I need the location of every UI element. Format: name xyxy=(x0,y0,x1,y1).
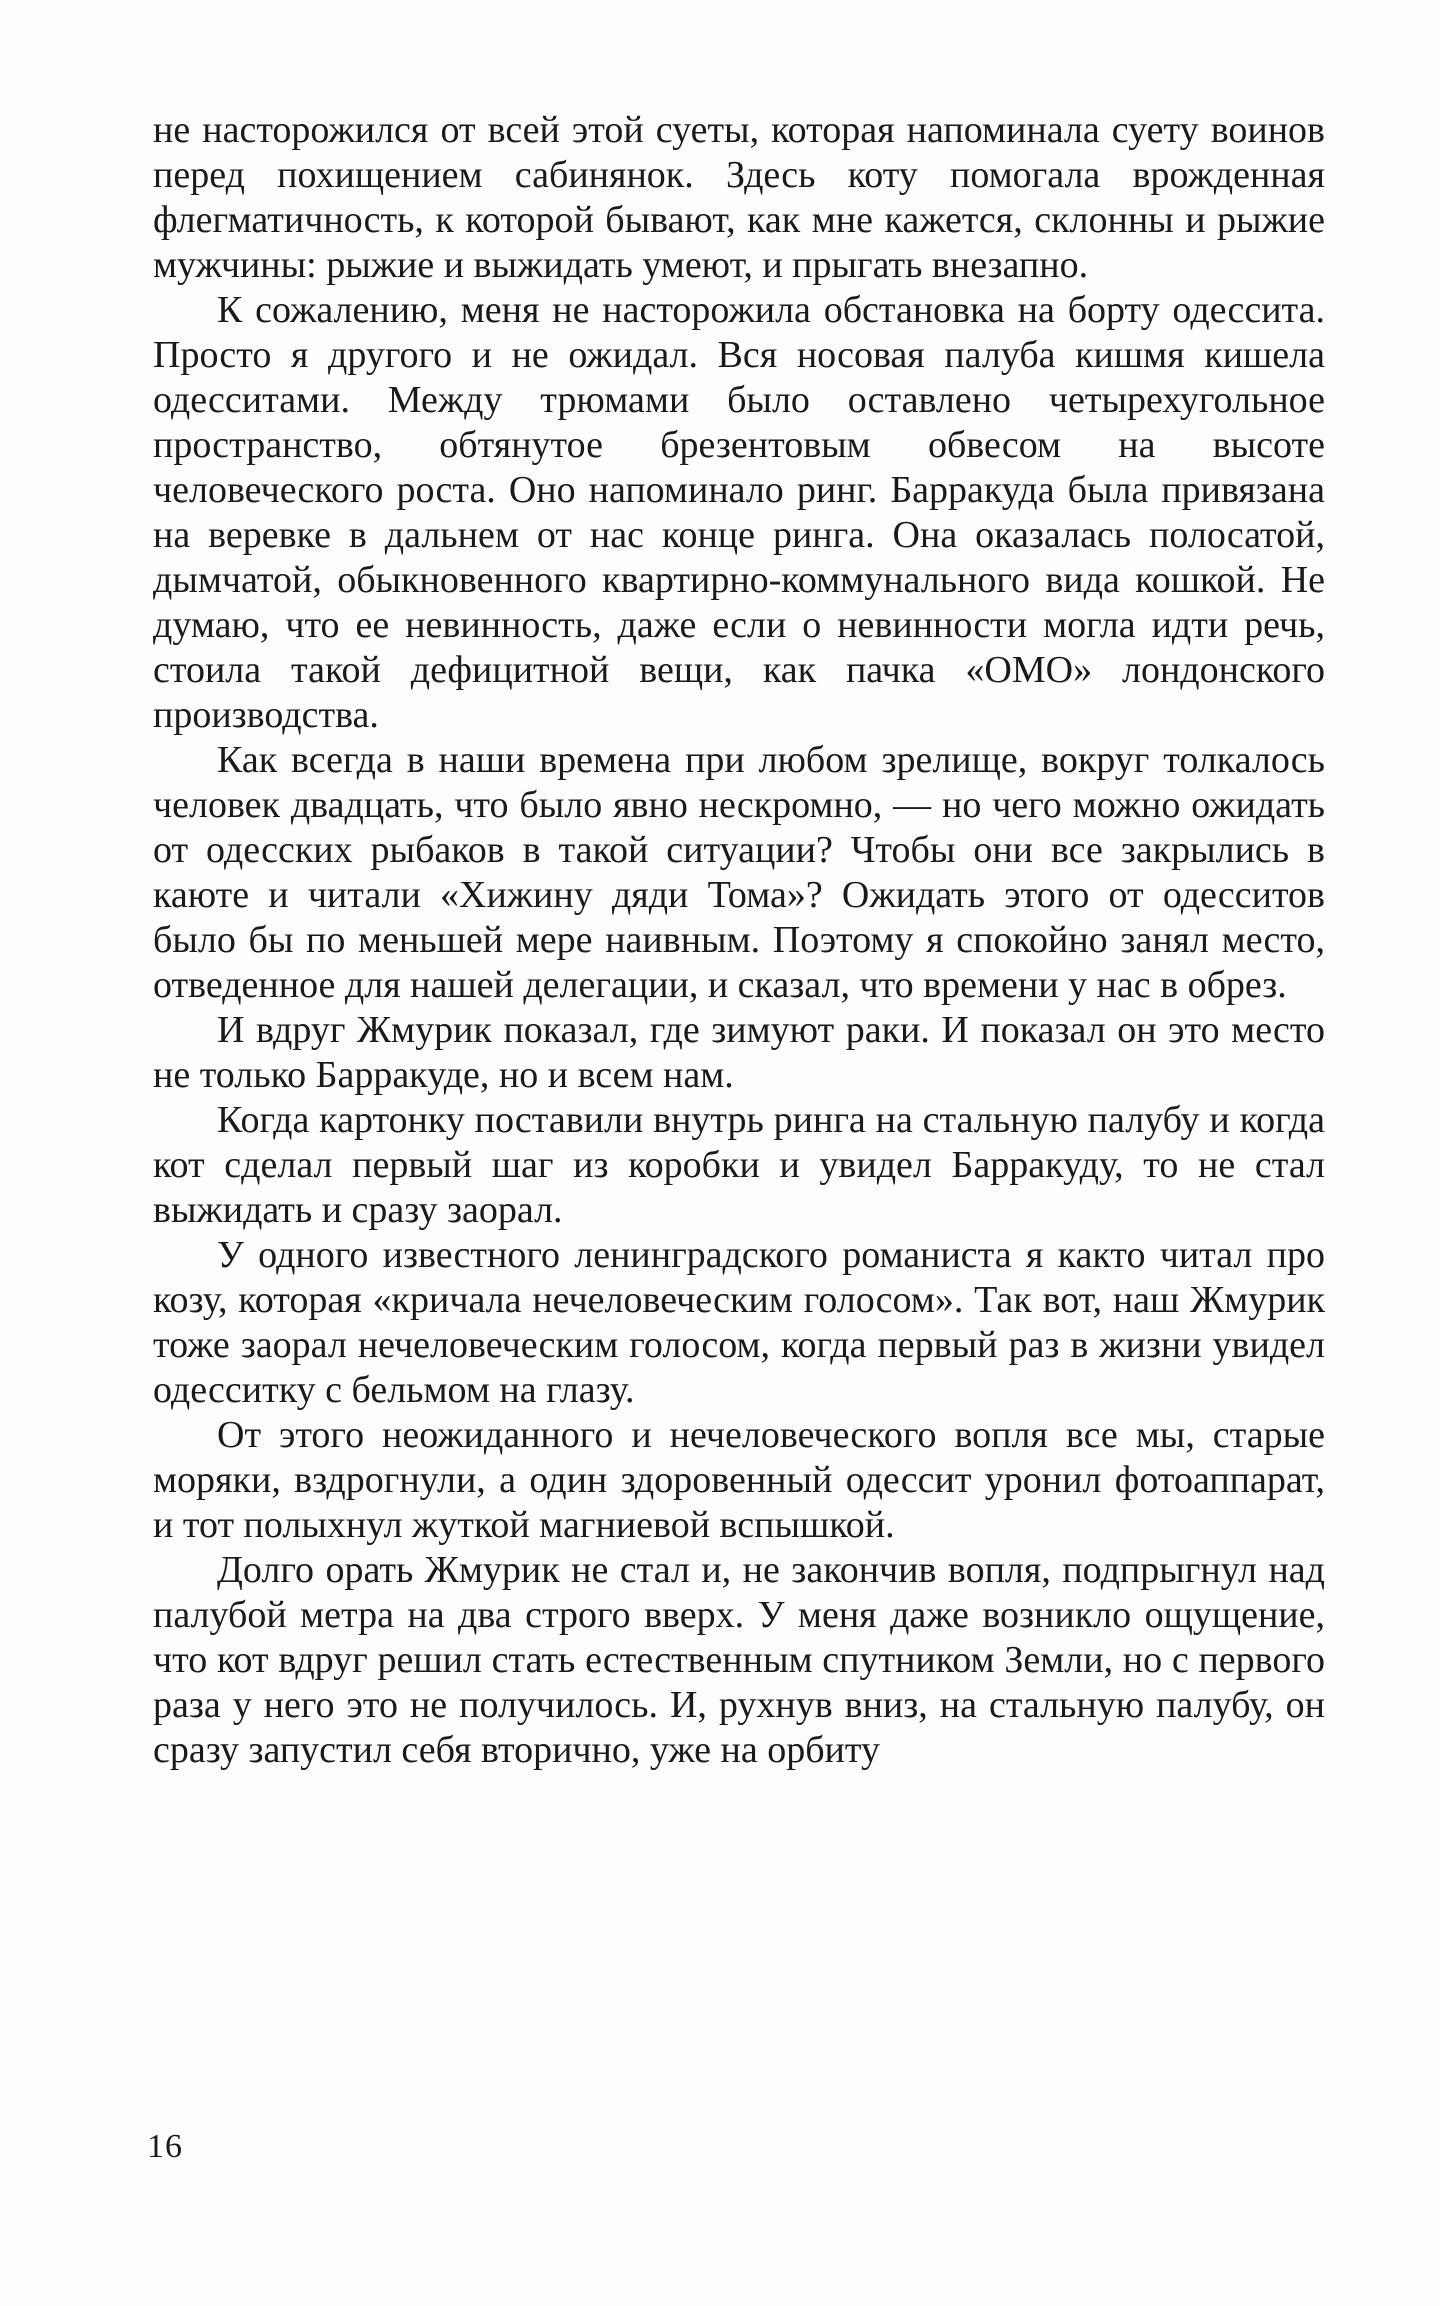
paragraph: От этого неожиданного и нечеловеческого вопля все мы, старые моряки, вздрогнули, а один здоровенный одессит уронил фотоаппарат, и тот полыхнул жуткой магниевой вспышкой. xyxy=(153,1414,1325,1546)
paragraph: У одного известного ленинградского романиста я както читал про козу, которая «кричала нечеловеческим голосом». Так вот, наш Жмурик тоже заорал нечеловеческим голосом, когда первый раз в жизни увидел одесситку с бельмом на глазу. xyxy=(153,1234,1325,1411)
paragraph: Долго орать Жмурик не стал и, не закончив вопля, подпрыгнул над палубой метра на два строго вверх. У меня даже возникло ощущение, что кот вдруг решил стать естественным спутником Земли, но с первого раза у него это не получилось. И, рухнув вниз, на стальную палубу, он сразу запустил себя вторично, уже на орбиту xyxy=(153,1549,1325,1771)
paragraph: И вдруг Жмурик показал, где зимуют раки. И показал он это место не только Барракуде, но и всем нам. xyxy=(153,1009,1325,1096)
paragraph: К сожалению, меня не насторожила обстановка на борту одессита. Просто я другого и не ожидал. Вся носовая палуба кишмя кишела одесситами. Между трюмами было оставлено четырехугольное пространство, обтянутое брезентовым обвесом на высоте человеческого роста. Оно напоминало ринг. Барракуда была привязана на веревке в дальнем от нас конце ринга. Она оказалась полосатой, дымчатой, обыкновенного квартирно-коммунального вида кошкой. Не думаю, что ее невинность, даже если о невинности могла идти речь, стоила такой дефицитной вещи, как пачка «ОМО» лондонского производства. xyxy=(153,289,1325,736)
page-number: 16 xyxy=(147,2128,183,2165)
paragraph: не насторожился от всей этой суеты, которая напоминала суету воинов перед похищением сабинянок. Здесь коту помогала врожденная флегматичность, к которой бывают, как мне кажется, склонны и рыжие мужчины: рыжие и выжидать умеют, и прыгать внезапно. xyxy=(153,109,1325,286)
paragraph: Как всегда в наши времена при любом зрелище, вокруг толкалось человек двадцать, что было явно нескромно, — но чего можно ожидать от одесских рыбаков в такой ситуации? Чтобы они все закрылись в каюте и читали «Хижину дяди Тома»? Ожидать этого от одесситов было бы по меньшей мере наивным. Поэтому я спокойно занял место, отведенное для нашей делегации, и сказал, что времени у нас в обрез. xyxy=(153,739,1325,1006)
body-text xyxy=(153,108,1325,1773)
paragraph: Когда картонку поставили внутрь ринга на стальную палубу и когда кот сделал первый шаг из коробки и увидел Барракуду, то не стал выжидать и сразу заорал. xyxy=(153,1099,1325,1231)
